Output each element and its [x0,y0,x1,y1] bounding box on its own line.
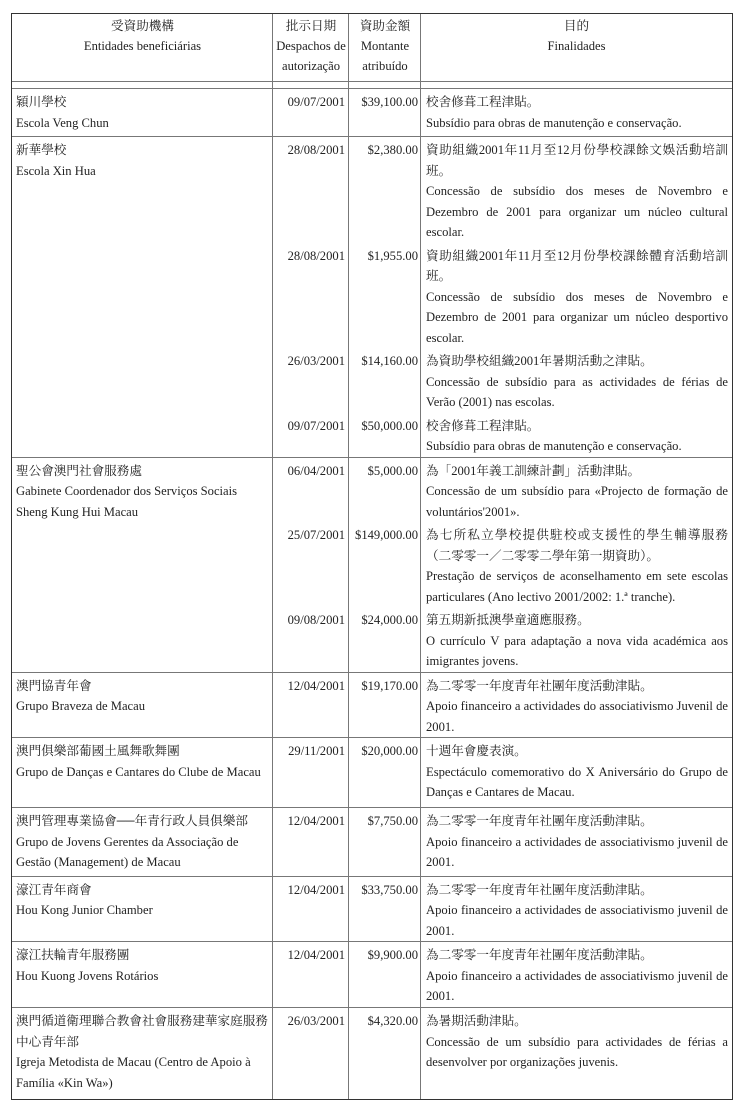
purpose-zh: 校舍修葺工程津貼。 [426,418,540,433]
amount: $19,170.00 [361,678,418,693]
entity-name: Hou Kong Junior Chamber [16,903,153,917]
grant-entry [273,738,732,803]
purpose-pt: Apoio financeiro a actividades de associativismo juvenil de 2001. [426,968,728,1003]
purpose-zh: 為二零零一年度青年社團年度活動津貼。 [426,948,653,962]
purpose [421,243,732,349]
purpose-zh: 為資助學校組織2001年暑期活動之津貼。 [426,354,653,368]
entity-name: 新華學校 [16,143,67,157]
purpose-zh: 資助組織2001年11月至12月份學校課餘文娛活動培訓班。 [426,143,728,178]
entity-cell [12,738,273,807]
purpose-pt: Prestação de serviços de aconselhamento em sete escolas particulares (Ano lectivo 2001/2002: 1.ª tranche). [426,569,728,604]
amount: $5,000.00 [367,463,418,478]
purpose [421,673,732,738]
table-row [12,136,732,457]
approval-date: 12/04/2001 [287,882,345,897]
entity-name: Escola Xin Hua [16,163,96,178]
purpose [421,942,732,1007]
grant-entry [273,89,732,133]
entity-name: 濠江扶輪青年服務團 [16,948,130,962]
entity-name: Grupo de Jovens Gerentes da Associação de Gestão (Management) de Macau [16,834,239,869]
purpose-zh: 為二零零一年度青年社團年度活動津貼。 [426,678,653,693]
approval-date: 26/03/2001 [287,1014,345,1028]
approval-date: 26/03/2001 [287,354,345,368]
header-pt: Finalidades [547,39,606,53]
header-pt: Despachos de autorização [276,39,346,73]
amount: $14,160.00 [361,354,418,368]
table-row [12,807,732,876]
grant-entry [273,1008,732,1073]
grant-entry [273,243,732,349]
header-pt: Entidades beneficiárias [83,39,202,53]
approval-date: 06/04/2001 [287,463,345,478]
purpose [421,607,732,672]
grant-entry [273,607,732,672]
purpose-zh: 為二零零一年度青年社團年度活動津貼。 [426,814,653,828]
entries [273,808,732,876]
table-row [12,941,732,1007]
purpose [421,877,732,942]
header-zh: 目的 [563,19,590,33]
approval-date: 29/11/2001 [288,744,345,758]
entries [273,673,732,738]
purpose [421,458,732,523]
purpose [421,738,732,803]
table-body [12,88,732,1099]
approval-date: 09/07/2001 [287,418,345,433]
header-amount [349,16,421,81]
header-zh: 受資助機構 [111,19,174,33]
entity-name: Igreja Metodista de Macau (Centro de Apoio à Família «Kin Wa») [16,1055,251,1090]
approval-date: 28/08/2001 [287,143,345,157]
amount: $1,955.00 [367,248,418,263]
purpose [421,348,732,413]
table-row [12,457,732,672]
grant-entry [273,808,732,873]
purpose [421,413,732,457]
purpose [421,89,732,133]
entity-name: 澳門管理專業協會──年青行政人員俱樂部 [16,814,248,828]
purpose-pt: O currículo V para adaptação a nova vida académica aos imigrantes jovens. [426,633,728,668]
table-row [12,1007,732,1099]
amount: $4,320.00 [367,1014,418,1028]
table-row [12,672,732,738]
entries [273,458,732,672]
purpose-zh: 為二零零一年度青年社團年度活動津貼。 [426,882,653,897]
entity-name: 澳門循道衛理聯合教會社會服務建華家庭服務中心青年部 [16,1014,268,1049]
entries [273,877,732,942]
grant-entry [273,413,732,457]
approval-date: 12/04/2001 [287,678,345,693]
purpose-zh: 校舍修葺工程津貼。 [426,95,540,109]
approval-date: 09/07/2001 [287,95,345,109]
entity-cell [12,89,273,136]
header-pt: Montante atribuído [360,39,410,73]
amount: $2,380.00 [367,143,418,157]
entity-cell [12,673,273,738]
entity-name: Sheng Kung Hui Macau [16,504,139,519]
table-row [12,876,732,942]
purpose [421,1008,732,1073]
purpose-zh: 十週年會慶表演。 [426,744,527,758]
approval-date: 28/08/2001 [287,248,345,263]
purpose-pt: Subsídio para obras de manutenção e conservação. [426,115,682,130]
purpose [421,522,732,607]
purpose-pt: Subsídio para obras de manutenção e conservação. [426,439,682,453]
approval-date: 12/04/2001 [287,948,345,962]
purpose-zh: 第五期新抵澳學童適應服務。 [426,613,590,627]
grant-entry [273,458,732,523]
amount: $149,000.00 [355,528,418,542]
entries [273,137,732,457]
amount: $33,750.00 [361,882,418,897]
approval-date: 25/07/2001 [287,528,345,542]
amount: $9,900.00 [367,948,418,962]
entity-cell [12,942,273,1007]
purpose-zh: 為暑期活動津貼。 [426,1014,527,1028]
purpose [421,808,732,873]
entity-name: 穎川學校 [16,95,67,109]
header-gap [12,81,732,88]
entity-name: 澳門俱樂部葡國土風舞歌舞團 [16,744,180,758]
purpose [421,137,732,243]
amount: $7,750.00 [367,814,418,828]
entity-name: Escola Veng Chun [16,115,109,130]
entries [273,1008,732,1099]
amount: $20,000.00 [361,744,418,758]
purpose-pt: Apoio financeiro a actividades de associativismo juvenil de 2001. [426,903,728,938]
entity-name: Grupo Braveza de Macau [16,699,146,713]
table-row [12,88,732,136]
entity-cell [12,808,273,876]
table-row [12,737,732,807]
header-dates [273,16,349,81]
entity-name: 濠江青年商會 [16,882,92,897]
entity-name: 聖公會澳門社會服務處 [16,463,142,478]
amount: $50,000.00 [361,418,418,433]
entries [273,942,732,1007]
approval-date: 12/04/2001 [287,814,345,828]
grant-entry [273,348,732,413]
grant-entry [273,673,732,738]
entity-cell [12,458,273,672]
amount: $24,000.00 [361,613,418,627]
purpose-pt: Concessão de um subsídio para «Projecto de formação de voluntários'2001». [426,484,728,519]
entity-name: Grupo de Danças e Cantares do Clube de Macau [16,764,261,779]
purpose-zh: 為「2001年義工訓練計劃」活動津貼。 [426,463,641,478]
header-entities [12,16,273,81]
entity-name: Hou Kuong Jovens Rotários [16,968,159,983]
amount: $39,100.00 [361,95,418,109]
purpose-zh: 資助組織2001年11月至12月份學校課餘體育活動培訓班。 [426,248,728,283]
table-header [12,14,732,81]
header-purpose [421,16,732,81]
grant-entry [273,877,732,942]
header-zh: 批示日期 [285,19,337,33]
purpose-pt: Concessão de subsídio para as actividades de férias de Verão (2001) nas escolas. [426,374,728,409]
purpose-zh: 為七所私立學校提供駐校或支援性的學生輔導服務（二零零一／二零零二學年第一期資助）。 [426,528,728,563]
header-zh: 資助金額 [359,19,411,33]
entity-cell [12,137,273,457]
entries [273,89,732,136]
grant-entry [273,942,732,1007]
purpose-pt: Apoio financeiro a actividades de associativismo juvenil de 2001. [426,834,728,869]
column-divider [348,14,349,1099]
purpose-pt: Espectáculo comemorativo do X Aniversário do Grupo de Danças e Cantares de Macau. [426,764,728,799]
entity-cell [12,1008,273,1099]
entity-cell [12,877,273,942]
grant-entry [273,522,732,607]
entries [273,738,732,807]
grants-table [11,13,733,1100]
purpose-pt: Concessão de subsídio dos meses de Novembro e Dezembro de 2001 para organizar um núcleo desportivo escolar. [426,289,728,345]
column-divider [420,14,421,1099]
grant-entry [273,137,732,243]
column-divider [272,14,273,1099]
purpose-pt: Apoio financeiro a actividades do associativismo Juvenil de 2001. [426,699,728,734]
purpose-pt: Concessão de subsídio dos meses de Novembro e Dezembro de 2001 para organizar um núcleo cultural escolar. [426,184,728,239]
entity-name: Gabinete Coordenador dos Serviços Sociais [16,484,238,498]
purpose-pt: Concessão de um subsídio para actividades de férias a desenvolver por organizações juvenis. [426,1034,728,1069]
approval-date: 09/08/2001 [287,613,345,627]
entity-name: 澳門協青年會 [16,678,92,693]
